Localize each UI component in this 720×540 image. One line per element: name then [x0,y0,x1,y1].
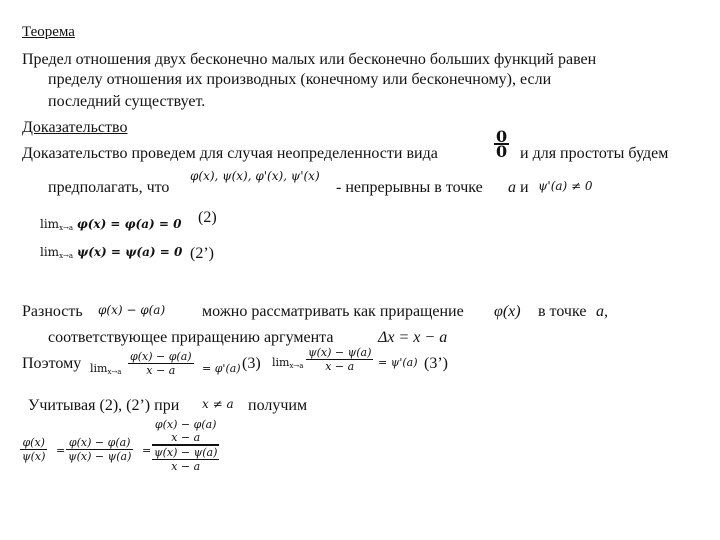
difference-expr: φ(x) − φ(a) [98,303,166,317]
theorem-heading: Теорема [22,24,75,40]
eq3-lim-sub: x→a [107,368,122,376]
proof-line-2-b: - непрерывны в точке [336,179,483,196]
final-f1-den: ψ(x) [22,450,46,463]
final-f2-den: ψ(x) − ψ(a) [68,450,132,463]
eq3p-num: ψ(x) − ψ(a) [308,346,372,359]
final-f3-top-den: x − a [152,431,219,445]
functions-list-spacer [190,184,330,194]
eq2-lim-sub: x→a [59,224,74,232]
at-point: в точке [538,303,587,320]
indet-denominator: 0 [496,142,508,161]
point-a-2: a, [596,303,608,320]
final-f3-bot-den: x − a [152,459,219,473]
eq2p-label: (2’) [190,245,214,262]
corresponding-text: соответствующее приращению аргумента [48,329,334,346]
eq3p-rhs: = ψ'(a) [378,356,418,369]
x-ne-a: x ≠ a [202,397,234,411]
derivative-condition: ψ'(a) ≠ 0 [538,179,593,193]
difference-text: можно рассматривать как приращение [202,303,464,320]
final-eq-1: = [56,444,66,457]
final-frac-3 [152,418,219,473]
eq2p-body: ψ(x) = ψ(a) = 0 [76,245,183,259]
proof-line-1-b: и для простоты будем [520,145,669,162]
phi-x: φ(x) [494,303,521,320]
eq3-label: (3) [242,355,261,372]
eq2-formula [40,218,181,235]
eq3p-lim-text: lim [272,356,290,369]
eq2-body: φ(x) = φ(a) = 0 [76,217,182,231]
delta-expr: Δx = x − a [378,329,448,346]
proof-line-2-a: предполагать, что [48,179,170,196]
indeterminate-form [494,127,509,161]
final-frac-2 [66,436,133,463]
eq2p-formula [40,246,182,263]
theorem-line-1: Предел отношения двух бесконечно малых или бесконечно больших функций равен [22,51,597,68]
final-frac-1 [20,436,47,463]
eq3-den: x − a [146,364,176,377]
difference-word: Разность [22,303,83,320]
eq2-label: (2) [198,209,217,226]
final-f1-num: φ(x) [20,436,47,450]
theorem-line-3: последний существует. [48,93,206,110]
functions-list: φ(x), ψ(x), φ'(x), ψ'(x) [190,169,320,183]
get-text: получим [248,397,308,414]
final-f3-top: φ(x) − φ(a) [154,418,217,431]
eq2-lim: lim [40,217,60,231]
considering-text: Учитывая (2), (2’) при [28,397,180,414]
eq2p-lim-sub: x→a [59,252,74,260]
eq3-rhs: = φ'(a) [202,362,241,375]
eq3p-label: (3’) [424,355,448,372]
final-eq-2: = [142,444,152,457]
eq3p-lim [272,356,303,373]
proof-line-1-a: Доказательство проведем для случая неопределенности вида [22,145,438,162]
eq2p-lim: lim [40,245,60,259]
point-a: a [508,179,516,196]
proof-heading: Доказательство [22,119,128,136]
eq3-fraction [128,350,194,377]
eq3p-fraction [306,346,373,373]
eq3-num: φ(x) − φ(a) [130,350,192,363]
final-f3-bot: ψ(x) − ψ(a) [154,446,218,459]
and-word: и [520,179,529,196]
eq3-lim [90,362,121,379]
eq3p-lim-sub: x→a [289,362,304,370]
eq3-lim-text: lim [90,362,108,375]
eq3p-den: x − a [325,360,355,373]
final-f2-num: φ(x) − φ(a) [66,436,133,450]
therefore-word: Поэтому [22,355,82,372]
indet-numerator: 0 [496,127,508,146]
theorem-line-2: пределу отношения их производных (конечному или бесконечному), если [48,71,552,88]
